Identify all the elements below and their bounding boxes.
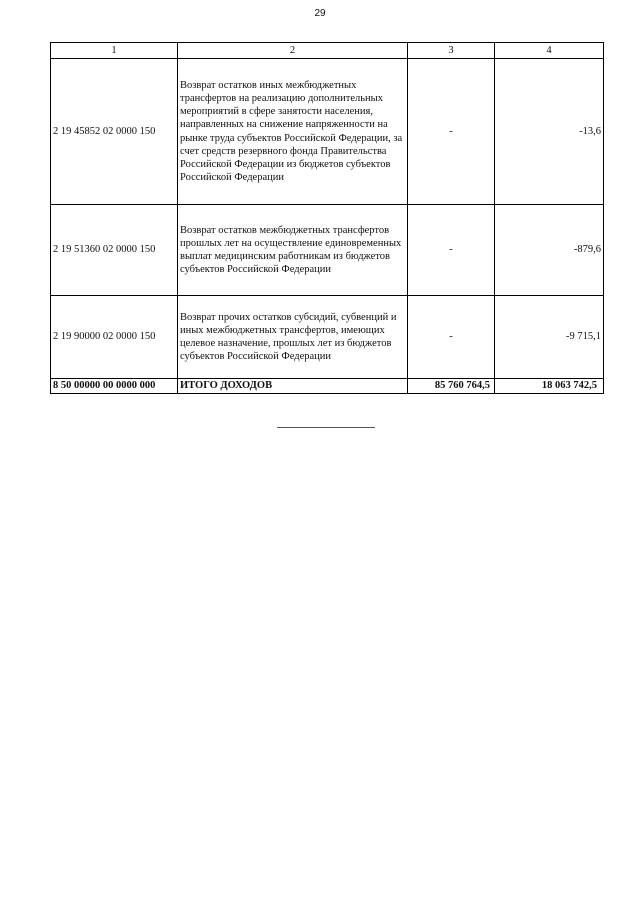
value-cell-col4: -879,6 — [495, 205, 604, 296]
total-row — [51, 379, 604, 394]
table-header-row — [51, 43, 604, 59]
table-row — [51, 59, 604, 205]
column-header-2: 2 — [178, 43, 408, 59]
budget-table — [50, 42, 604, 394]
table-row — [51, 205, 604, 296]
column-header-3: 3 — [408, 43, 495, 59]
end-of-table-rule — [277, 427, 375, 428]
budget-code-cell: 2 19 45852 02 0000 150 — [51, 59, 178, 205]
value-cell-col3: - — [408, 59, 495, 205]
income-name-cell: Возврат остатков иных межбюджетных трансфертов на реализацию дополнительных мероприятий в сфере занятости населения, направленных на снижение напряженности на рынке труда субъектов Российской Федерации, за счет средств резервного фонда Правительства Российской Федерации из бюджетов субъектов Российской Федерации — [178, 59, 408, 205]
column-header-4: 4 — [495, 43, 604, 59]
value-cell-col4: -9 715,1 — [495, 296, 604, 379]
value-cell-col3: - — [408, 205, 495, 296]
column-header-1: 1 — [51, 43, 178, 59]
total-value-col4: 18 063 742,5 — [495, 379, 604, 394]
budget-code-cell: 2 19 51360 02 0000 150 — [51, 205, 178, 296]
table-row — [51, 296, 604, 379]
budget-code-cell: 2 19 90000 02 0000 150 — [51, 296, 178, 379]
income-name-cell: Возврат прочих остатков субсидий, субвенций и иных межбюджетных трансфертов, имеющих целевое назначение, прошлых лет из бюджетов субъектов Российской Федерации — [178, 296, 408, 379]
total-label-cell: ИТОГО ДОХОДОВ — [178, 379, 408, 394]
value-cell-col3: - — [408, 296, 495, 379]
value-cell-col4: -13,6 — [495, 59, 604, 205]
page-number: 29 — [314, 8, 326, 19]
income-name-cell: Возврат остатков межбюджетных трансфертов прошлых лет на осуществление единовременных выплат медицинским работникам из бюджетов субъектов Российской Федерации — [178, 205, 408, 296]
total-value-col3: 85 760 764,5 — [408, 379, 495, 394]
total-code-cell: 8 50 00000 00 0000 000 — [51, 379, 178, 394]
